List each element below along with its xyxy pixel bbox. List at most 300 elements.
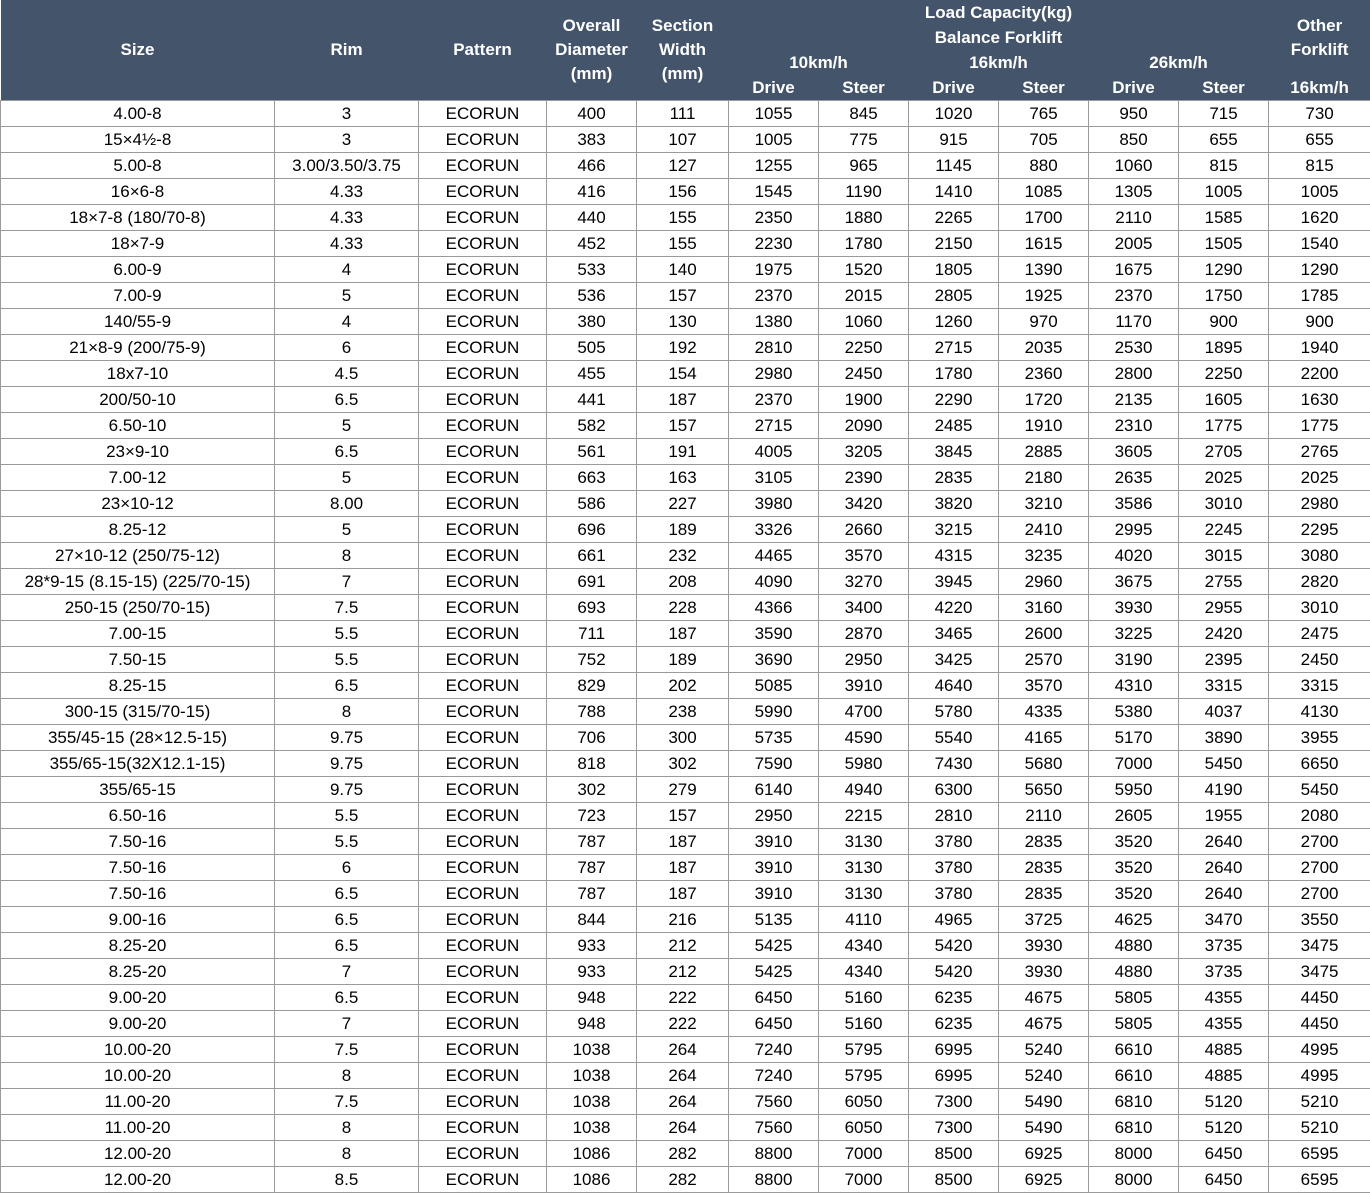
cell-steer-16: 2600 xyxy=(999,621,1089,647)
cell-pattern: ECORUN xyxy=(419,881,547,907)
cell-drive-10: 7560 xyxy=(729,1089,819,1115)
cell-drive-16: 6995 xyxy=(909,1037,999,1063)
header-rim: Rim xyxy=(275,0,419,101)
cell-overall-diameter: 711 xyxy=(547,621,637,647)
cell-drive-26: 2370 xyxy=(1089,283,1179,309)
header-section-width-line3: (mm) xyxy=(661,64,704,83)
cell-other-16: 3955 xyxy=(1269,725,1370,751)
table-row xyxy=(1,647,1370,673)
cell-size: 12.00-20 xyxy=(1,1167,275,1193)
cell-pattern: ECORUN xyxy=(419,855,547,881)
header-section-width-line2: Width xyxy=(658,40,707,59)
cell-overall-diameter: 696 xyxy=(547,517,637,543)
cell-overall-diameter: 455 xyxy=(547,361,637,387)
cell-steer-16: 4335 xyxy=(999,699,1089,725)
cell-steer-10: 3570 xyxy=(819,543,909,569)
cell-drive-16: 915 xyxy=(909,127,999,153)
cell-steer-26: 6450 xyxy=(1179,1141,1269,1167)
cell-drive-16: 3820 xyxy=(909,491,999,517)
cell-steer-10: 3420 xyxy=(819,491,909,517)
table-row xyxy=(1,153,1370,179)
cell-rim: 6.5 xyxy=(275,881,419,907)
cell-size: 18x7-10 xyxy=(1,361,275,387)
cell-drive-10: 3326 xyxy=(729,517,819,543)
cell-steer-16: 1910 xyxy=(999,413,1089,439)
cell-steer-16: 5490 xyxy=(999,1089,1089,1115)
cell-steer-16: 4165 xyxy=(999,725,1089,751)
cell-drive-10: 3910 xyxy=(729,829,819,855)
cell-steer-26: 2705 xyxy=(1179,439,1269,465)
cell-steer-16: 3210 xyxy=(999,491,1089,517)
cell-steer-16: 2885 xyxy=(999,439,1089,465)
cell-steer-10: 3130 xyxy=(819,855,909,881)
cell-other-16: 1540 xyxy=(1269,231,1370,257)
cell-pattern: ECORUN xyxy=(419,621,547,647)
table-row xyxy=(1,283,1370,309)
cell-other-16: 2820 xyxy=(1269,569,1370,595)
cell-steer-10: 2015 xyxy=(819,283,909,309)
cell-steer-16: 5650 xyxy=(999,777,1089,803)
cell-other-16: 2700 xyxy=(1269,855,1370,881)
cell-section-width: 282 xyxy=(637,1141,729,1167)
cell-section-width: 187 xyxy=(637,855,729,881)
cell-other-16: 6595 xyxy=(1269,1141,1370,1167)
cell-section-width: 222 xyxy=(637,1011,729,1037)
cell-steer-26: 1605 xyxy=(1179,387,1269,413)
cell-drive-16: 4640 xyxy=(909,673,999,699)
table-header xyxy=(1,0,1370,101)
header-speed-16: 16km/h xyxy=(909,50,1089,75)
cell-steer-16: 2835 xyxy=(999,829,1089,855)
cell-drive-26: 2635 xyxy=(1089,465,1179,491)
table-row xyxy=(1,413,1370,439)
cell-other-16: 2080 xyxy=(1269,803,1370,829)
cell-section-width: 212 xyxy=(637,933,729,959)
cell-pattern: ECORUN xyxy=(419,517,547,543)
cell-steer-16: 5240 xyxy=(999,1063,1089,1089)
cell-steer-10: 7000 xyxy=(819,1141,909,1167)
cell-steer-26: 1585 xyxy=(1179,205,1269,231)
cell-drive-16: 1805 xyxy=(909,257,999,283)
cell-steer-10: 2660 xyxy=(819,517,909,543)
cell-pattern: ECORUN xyxy=(419,1011,547,1037)
cell-rim: 4.33 xyxy=(275,231,419,257)
cell-drive-26: 5170 xyxy=(1089,725,1179,751)
cell-steer-26: 2640 xyxy=(1179,881,1269,907)
cell-steer-16: 765 xyxy=(999,101,1089,127)
cell-section-width: 157 xyxy=(637,803,729,829)
cell-drive-26: 6810 xyxy=(1089,1089,1179,1115)
cell-rim: 5.5 xyxy=(275,647,419,673)
cell-pattern: ECORUN xyxy=(419,985,547,1011)
cell-section-width: 156 xyxy=(637,179,729,205)
cell-overall-diameter: 1038 xyxy=(547,1037,637,1063)
cell-section-width: 155 xyxy=(637,205,729,231)
cell-section-width: 140 xyxy=(637,257,729,283)
header-speed-10: 10km/h xyxy=(729,50,909,75)
cell-pattern: ECORUN xyxy=(419,491,547,517)
cell-size: 11.00-20 xyxy=(1,1115,275,1141)
cell-drive-10: 2980 xyxy=(729,361,819,387)
cell-drive-16: 6235 xyxy=(909,985,999,1011)
cell-steer-16: 2410 xyxy=(999,517,1089,543)
cell-section-width: 228 xyxy=(637,595,729,621)
table-row xyxy=(1,1167,1370,1193)
table-row xyxy=(1,335,1370,361)
cell-steer-16: 3235 xyxy=(999,543,1089,569)
cell-rim: 8 xyxy=(275,543,419,569)
table-row xyxy=(1,907,1370,933)
cell-drive-16: 4965 xyxy=(909,907,999,933)
cell-overall-diameter: 818 xyxy=(547,751,637,777)
header-speed-26: 26km/h xyxy=(1089,50,1269,75)
cell-section-width: 222 xyxy=(637,985,729,1011)
cell-section-width: 191 xyxy=(637,439,729,465)
cell-drive-16: 6235 xyxy=(909,1011,999,1037)
cell-overall-diameter: 1038 xyxy=(547,1063,637,1089)
table-row xyxy=(1,517,1370,543)
header-balance-forklift: Balance Forklift xyxy=(729,25,1269,50)
cell-rim: 8 xyxy=(275,1141,419,1167)
cell-steer-10: 5160 xyxy=(819,985,909,1011)
cell-overall-diameter: 788 xyxy=(547,699,637,725)
cell-overall-diameter: 693 xyxy=(547,595,637,621)
cell-steer-26: 2025 xyxy=(1179,465,1269,491)
cell-steer-26: 1750 xyxy=(1179,283,1269,309)
cell-other-16: 4130 xyxy=(1269,699,1370,725)
table-row xyxy=(1,959,1370,985)
cell-drive-26: 2995 xyxy=(1089,517,1179,543)
cell-other-16: 2980 xyxy=(1269,491,1370,517)
cell-rim: 9.75 xyxy=(275,725,419,751)
cell-steer-16: 5240 xyxy=(999,1037,1089,1063)
cell-drive-10: 4005 xyxy=(729,439,819,465)
table-row xyxy=(1,309,1370,335)
cell-overall-diameter: 1086 xyxy=(547,1167,637,1193)
cell-section-width: 111 xyxy=(637,101,729,127)
cell-section-width: 189 xyxy=(637,517,729,543)
cell-section-width: 154 xyxy=(637,361,729,387)
cell-pattern: ECORUN xyxy=(419,1167,547,1193)
cell-section-width: 212 xyxy=(637,959,729,985)
cell-size: 200/50-10 xyxy=(1,387,275,413)
cell-steer-16: 4675 xyxy=(999,985,1089,1011)
cell-other-16: 1620 xyxy=(1269,205,1370,231)
cell-steer-26: 4190 xyxy=(1179,777,1269,803)
cell-steer-10: 6050 xyxy=(819,1089,909,1115)
cell-other-16: 4450 xyxy=(1269,1011,1370,1037)
cell-pattern: ECORUN xyxy=(419,751,547,777)
cell-steer-10: 4340 xyxy=(819,959,909,985)
cell-size: 23×9-10 xyxy=(1,439,275,465)
table-row xyxy=(1,829,1370,855)
cell-size: 8.25-12 xyxy=(1,517,275,543)
cell-steer-16: 2110 xyxy=(999,803,1089,829)
cell-size: 355/65-15 xyxy=(1,777,275,803)
cell-pattern: ECORUN xyxy=(419,1037,547,1063)
cell-steer-10: 1190 xyxy=(819,179,909,205)
cell-steer-10: 3130 xyxy=(819,881,909,907)
cell-overall-diameter: 844 xyxy=(547,907,637,933)
cell-drive-26: 4310 xyxy=(1089,673,1179,699)
cell-drive-16: 1410 xyxy=(909,179,999,205)
cell-steer-16: 6925 xyxy=(999,1141,1089,1167)
cell-size: 21×8-9 (200/75-9) xyxy=(1,335,275,361)
cell-rim: 8 xyxy=(275,1063,419,1089)
cell-pattern: ECORUN xyxy=(419,101,547,127)
cell-drive-16: 2150 xyxy=(909,231,999,257)
cell-steer-10: 965 xyxy=(819,153,909,179)
cell-other-16: 1785 xyxy=(1269,283,1370,309)
cell-section-width: 279 xyxy=(637,777,729,803)
table-row xyxy=(1,1063,1370,1089)
cell-section-width: 227 xyxy=(637,491,729,517)
cell-size: 18×7-9 xyxy=(1,231,275,257)
cell-drive-10: 4366 xyxy=(729,595,819,621)
table-row xyxy=(1,1089,1370,1115)
cell-drive-26: 2800 xyxy=(1089,361,1179,387)
cell-drive-26: 3675 xyxy=(1089,569,1179,595)
table-row xyxy=(1,673,1370,699)
cell-pattern: ECORUN xyxy=(419,335,547,361)
cell-drive-16: 3465 xyxy=(909,621,999,647)
cell-rim: 6.5 xyxy=(275,985,419,1011)
cell-steer-10: 2450 xyxy=(819,361,909,387)
cell-drive-26: 8000 xyxy=(1089,1141,1179,1167)
cell-other-16: 2700 xyxy=(1269,829,1370,855)
cell-steer-26: 1955 xyxy=(1179,803,1269,829)
cell-steer-26: 1775 xyxy=(1179,413,1269,439)
cell-rim: 6.5 xyxy=(275,673,419,699)
cell-size: 18×7-8 (180/70-8) xyxy=(1,205,275,231)
cell-rim: 5 xyxy=(275,283,419,309)
cell-overall-diameter: 561 xyxy=(547,439,637,465)
cell-overall-diameter: 1038 xyxy=(547,1089,637,1115)
cell-steer-16: 3930 xyxy=(999,959,1089,985)
table-row xyxy=(1,1037,1370,1063)
cell-drive-10: 5425 xyxy=(729,933,819,959)
cell-steer-10: 5980 xyxy=(819,751,909,777)
cell-size: 5.00-8 xyxy=(1,153,275,179)
cell-drive-16: 2290 xyxy=(909,387,999,413)
cell-steer-10: 2870 xyxy=(819,621,909,647)
cell-steer-10: 1880 xyxy=(819,205,909,231)
cell-section-width: 208 xyxy=(637,569,729,595)
header-steer-10: Steer xyxy=(819,75,909,101)
cell-pattern: ECORUN xyxy=(419,361,547,387)
cell-section-width: 163 xyxy=(637,465,729,491)
cell-rim: 6.5 xyxy=(275,933,419,959)
cell-section-width: 155 xyxy=(637,231,729,257)
cell-other-16: 3315 xyxy=(1269,673,1370,699)
cell-drive-16: 7300 xyxy=(909,1115,999,1141)
cell-other-16: 900 xyxy=(1269,309,1370,335)
cell-section-width: 282 xyxy=(637,1167,729,1193)
cell-rim: 8.00 xyxy=(275,491,419,517)
cell-drive-16: 1020 xyxy=(909,101,999,127)
cell-rim: 5 xyxy=(275,517,419,543)
cell-drive-26: 1170 xyxy=(1089,309,1179,335)
cell-drive-26: 4625 xyxy=(1089,907,1179,933)
cell-drive-26: 3586 xyxy=(1089,491,1179,517)
cell-drive-16: 3845 xyxy=(909,439,999,465)
cell-overall-diameter: 723 xyxy=(547,803,637,829)
table-row xyxy=(1,1011,1370,1037)
cell-pattern: ECORUN xyxy=(419,439,547,465)
cell-drive-10: 1255 xyxy=(729,153,819,179)
cell-size: 7.00-15 xyxy=(1,621,275,647)
cell-drive-10: 3105 xyxy=(729,465,819,491)
cell-steer-10: 2950 xyxy=(819,647,909,673)
table-row xyxy=(1,361,1370,387)
table-row xyxy=(1,491,1370,517)
cell-rim: 7 xyxy=(275,959,419,985)
cell-drive-16: 1780 xyxy=(909,361,999,387)
cell-other-16: 1290 xyxy=(1269,257,1370,283)
cell-rim: 5.5 xyxy=(275,803,419,829)
cell-size: 15×4½-8 xyxy=(1,127,275,153)
cell-drive-26: 2005 xyxy=(1089,231,1179,257)
cell-drive-26: 4020 xyxy=(1089,543,1179,569)
cell-steer-16: 2035 xyxy=(999,335,1089,361)
cell-steer-26: 3890 xyxy=(1179,725,1269,751)
table-row xyxy=(1,127,1370,153)
cell-size: 140/55-9 xyxy=(1,309,275,335)
cell-other-16: 5450 xyxy=(1269,777,1370,803)
cell-drive-16: 7430 xyxy=(909,751,999,777)
cell-steer-26: 3010 xyxy=(1179,491,1269,517)
cell-overall-diameter: 933 xyxy=(547,959,637,985)
cell-drive-10: 2715 xyxy=(729,413,819,439)
cell-pattern: ECORUN xyxy=(419,777,547,803)
cell-drive-16: 2835 xyxy=(909,465,999,491)
cell-rim: 7 xyxy=(275,569,419,595)
cell-section-width: 232 xyxy=(637,543,729,569)
cell-steer-26: 6450 xyxy=(1179,1167,1269,1193)
cell-overall-diameter: 787 xyxy=(547,881,637,907)
header-section-width xyxy=(637,0,729,101)
cell-pattern: ECORUN xyxy=(419,569,547,595)
cell-pattern: ECORUN xyxy=(419,205,547,231)
cell-size: 6.50-10 xyxy=(1,413,275,439)
cell-drive-16: 2265 xyxy=(909,205,999,231)
cell-drive-10: 3910 xyxy=(729,881,819,907)
cell-section-width: 302 xyxy=(637,751,729,777)
cell-drive-10: 1975 xyxy=(729,257,819,283)
cell-steer-26: 3735 xyxy=(1179,933,1269,959)
header-other-forklift-line1: Other xyxy=(1296,15,1343,35)
cell-other-16: 2475 xyxy=(1269,621,1370,647)
cell-steer-10: 2250 xyxy=(819,335,909,361)
cell-drive-16: 4220 xyxy=(909,595,999,621)
cell-steer-16: 1615 xyxy=(999,231,1089,257)
cell-pattern: ECORUN xyxy=(419,725,547,751)
cell-drive-10: 7240 xyxy=(729,1063,819,1089)
cell-other-16: 3010 xyxy=(1269,595,1370,621)
cell-overall-diameter: 383 xyxy=(547,127,637,153)
table-row xyxy=(1,881,1370,907)
cell-steer-16: 1925 xyxy=(999,283,1089,309)
cell-size: 23×10-12 xyxy=(1,491,275,517)
cell-steer-26: 4885 xyxy=(1179,1063,1269,1089)
cell-section-width: 127 xyxy=(637,153,729,179)
cell-other-16: 3080 xyxy=(1269,543,1370,569)
cell-steer-26: 655 xyxy=(1179,127,1269,153)
table-row xyxy=(1,231,1370,257)
cell-steer-26: 3735 xyxy=(1179,959,1269,985)
cell-other-16: 730 xyxy=(1269,101,1370,127)
cell-steer-16: 2835 xyxy=(999,881,1089,907)
cell-overall-diameter: 416 xyxy=(547,179,637,205)
cell-drive-16: 3780 xyxy=(909,855,999,881)
cell-other-16: 1630 xyxy=(1269,387,1370,413)
cell-size: 9.00-20 xyxy=(1,985,275,1011)
table-row xyxy=(1,725,1370,751)
cell-size: 7.00-9 xyxy=(1,283,275,309)
cell-drive-26: 6810 xyxy=(1089,1115,1179,1141)
cell-pattern: ECORUN xyxy=(419,803,547,829)
cell-drive-16: 8500 xyxy=(909,1167,999,1193)
cell-steer-10: 6050 xyxy=(819,1115,909,1141)
cell-steer-10: 1900 xyxy=(819,387,909,413)
cell-steer-26: 1290 xyxy=(1179,257,1269,283)
cell-rim: 5.5 xyxy=(275,829,419,855)
cell-drive-16: 5780 xyxy=(909,699,999,725)
cell-drive-16: 5420 xyxy=(909,959,999,985)
cell-section-width: 264 xyxy=(637,1115,729,1141)
table-row xyxy=(1,465,1370,491)
cell-drive-26: 3190 xyxy=(1089,647,1179,673)
cell-drive-26: 3930 xyxy=(1089,595,1179,621)
cell-drive-10: 6140 xyxy=(729,777,819,803)
cell-size: 10.00-20 xyxy=(1,1063,275,1089)
cell-section-width: 264 xyxy=(637,1037,729,1063)
cell-drive-26: 6610 xyxy=(1089,1063,1179,1089)
cell-drive-10: 4465 xyxy=(729,543,819,569)
cell-drive-10: 5085 xyxy=(729,673,819,699)
cell-overall-diameter: 1086 xyxy=(547,1141,637,1167)
cell-drive-16: 3425 xyxy=(909,647,999,673)
cell-rim: 3 xyxy=(275,127,419,153)
cell-steer-10: 5795 xyxy=(819,1037,909,1063)
header-overall-diameter-line3: (mm) xyxy=(570,64,613,83)
cell-steer-26: 3470 xyxy=(1179,907,1269,933)
cell-rim: 4.5 xyxy=(275,361,419,387)
header-other-forklift xyxy=(1269,0,1370,75)
cell-overall-diameter: 691 xyxy=(547,569,637,595)
cell-overall-diameter: 706 xyxy=(547,725,637,751)
table-row xyxy=(1,855,1370,881)
cell-steer-26: 1505 xyxy=(1179,231,1269,257)
cell-steer-10: 845 xyxy=(819,101,909,127)
cell-other-16: 2700 xyxy=(1269,881,1370,907)
table-row xyxy=(1,699,1370,725)
cell-other-16: 5210 xyxy=(1269,1089,1370,1115)
cell-drive-10: 2370 xyxy=(729,387,819,413)
cell-rim: 8 xyxy=(275,1115,419,1141)
cell-overall-diameter: 752 xyxy=(547,647,637,673)
cell-steer-10: 2215 xyxy=(819,803,909,829)
cell-pattern: ECORUN xyxy=(419,543,547,569)
cell-pattern: ECORUN xyxy=(419,179,547,205)
cell-pattern: ECORUN xyxy=(419,1063,547,1089)
cell-drive-10: 6450 xyxy=(729,985,819,1011)
header-steer-16: Steer xyxy=(999,75,1089,101)
cell-drive-10: 3690 xyxy=(729,647,819,673)
cell-size: 8.25-20 xyxy=(1,933,275,959)
cell-drive-10: 3910 xyxy=(729,855,819,881)
cell-size: 250-15 (250/70-15) xyxy=(1,595,275,621)
